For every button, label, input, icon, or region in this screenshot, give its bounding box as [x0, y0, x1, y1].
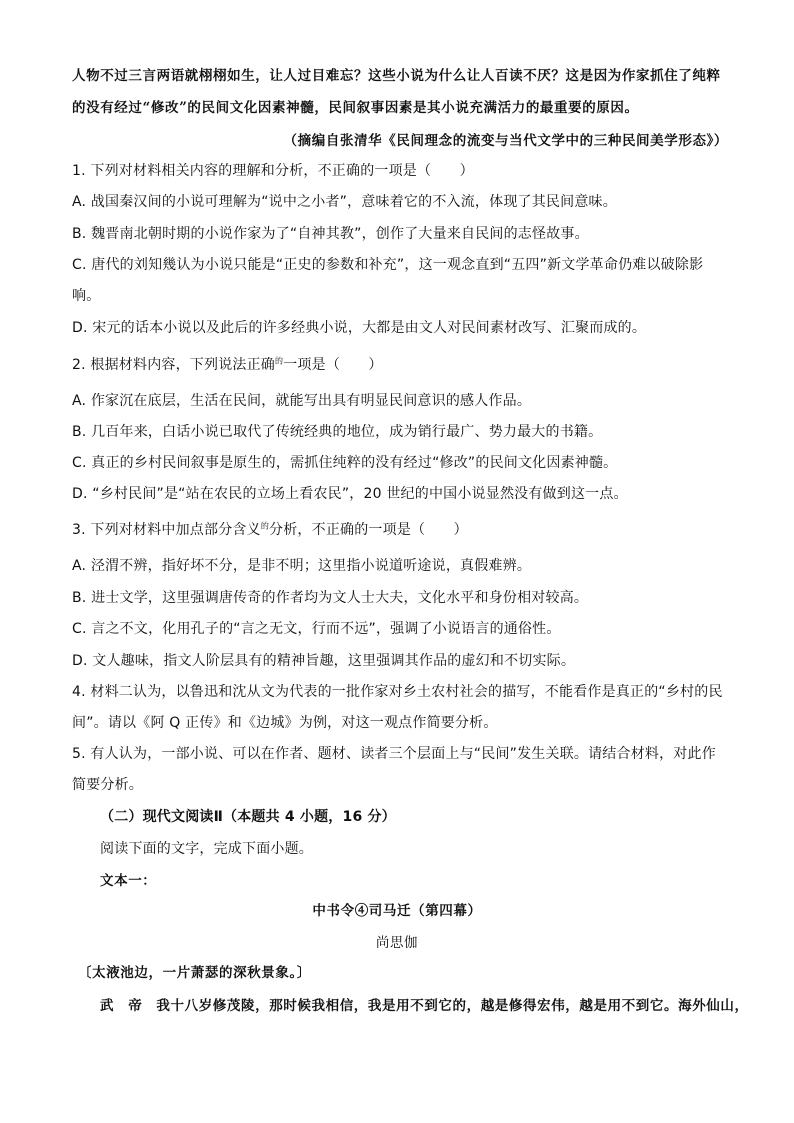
passage-end-line-2: 的没有经过“修改”的民间文化因素神髓，民间叙事因素是其小说充满活力的最重要的原因。 — [72, 100, 639, 116]
q2-stem-part-2: 一项是（ ） — [283, 357, 383, 373]
text-label: 文本一： — [100, 873, 157, 889]
q1-option-a: A. 战国秦汉间的小说可理解为“说中之小者”，意味着它的不入流，体现了其民间意味。 — [72, 194, 617, 210]
passage-source: （摘编自张清华《民间理念的流变与当代文学中的三种民间美学形态》） — [283, 133, 728, 149]
play-author: 尚思伽 — [375, 935, 419, 951]
q5-line-1: 5. 有人认为，一部小说、可以在作者、题材、读者三个层面上与“民间”发生关联。请结合材料，对此作 — [72, 746, 716, 762]
q1-option-c-line-2: 响。 — [72, 288, 101, 304]
q3-option-c: C. 言之不文，化用孔子的“言之无文，行而不远”，强调了小说语言的通俗性。 — [72, 621, 561, 637]
q1-option-c-line-1: C. 唐代的刘知幾认为小说只能是“正史的参数和补充”，这一观念直到“五四”新文学革命仍难以破除影 — [72, 257, 704, 273]
section-instruction: 阅读下面的文字，完成下面小题。 — [100, 841, 313, 857]
q2-stem-part-1: 2. 根据材料内容，下列说法正确 — [72, 357, 276, 373]
q5-line-2: 简要分析。 — [72, 777, 143, 793]
q1-option-d: D. 宋元的话本小说以及此后的许多经典小说，大都是由文人对民间素材改写、汇聚而成的。 — [72, 320, 647, 336]
q4-line-2: 间”。请以《阿 Q 正传》和《边城》为例，对这一观点作简要分析。 — [72, 715, 498, 731]
q2-stem — [72, 355, 732, 375]
passage-end-line-1: 人物不过三言两语就栩栩如生，让人过目难忘？这些小说为什么让人百读不厌？这是因为作家抓住了纯粹 — [72, 68, 721, 84]
q3-stem-superscript: 的 — [260, 521, 270, 531]
q1-stem: 1. 下列对材料相关内容的理解和分析，不正确的一项是（ ） — [72, 163, 474, 179]
play-title: 中书令④司马迁（第四幕） — [312, 903, 482, 919]
q2-option-d: D. “乡村民间”是“站在农民的立场上看农民”，20 世纪的中国小说显然没有做到这一点。 — [72, 486, 628, 502]
q3-stem-part-1: 3. 下列对材料中加点部分含义 — [72, 522, 261, 538]
q2-option-c: C. 真正的乡村民间叙事是原生的，需抓住纯粹的没有经过“修改”的民间文化因素神髓。 — [72, 455, 618, 471]
q3-stem-part-2: 分析，不正确的一项是（ ） — [269, 522, 468, 538]
q2-option-a: A. 作家沉在底层，生活在民间，就能写出具有明显民间意识的感人作品。 — [72, 393, 532, 409]
q3-option-b: B. 进士文学，这里强调唐传奇的作者均为文人士大夫，文化水平和身份相对较高。 — [72, 590, 589, 606]
q3-stem — [72, 520, 732, 540]
q3-option-a: A. 泾渭不辨，指好坏不分，是非不明；这里指小说道听途说，真假难辨。 — [72, 558, 532, 574]
q2-option-b: B. 几百年来，白话小说已取代了传统经典的地位，成为销行最广、势力最大的书籍。 — [72, 424, 603, 440]
q1-option-b: B. 魏晋南北朝时期的小说作家为了“自神其教”，创作了大量来自民间的志怪故事。 — [72, 226, 589, 242]
stage-direction: 〔太液池边，一片萧瑟的深秋景象。〕 — [78, 965, 311, 981]
q2-stem-superscript: 的 — [275, 356, 284, 366]
q4-line-1: 4. 材料二认为，以鲁迅和沈从文为代表的一批作家对乡土农村社会的描写，不能看作是真正的“乡村的民 — [72, 684, 723, 700]
speech-line: 武 帝 我十八岁修茂陵，那时候我相信，我是用不到它的，越是修得宏伟，越是用不到它。海外仙山， — [100, 998, 749, 1014]
q3-option-d: D. 文人趣味，指文人阶层具有的精神旨趣，这里强调其作品的虚幻和不切实际。 — [72, 653, 576, 669]
section-heading: （二）现代文阅读Ⅱ（本题共 4 小题，16 分） — [100, 809, 396, 825]
